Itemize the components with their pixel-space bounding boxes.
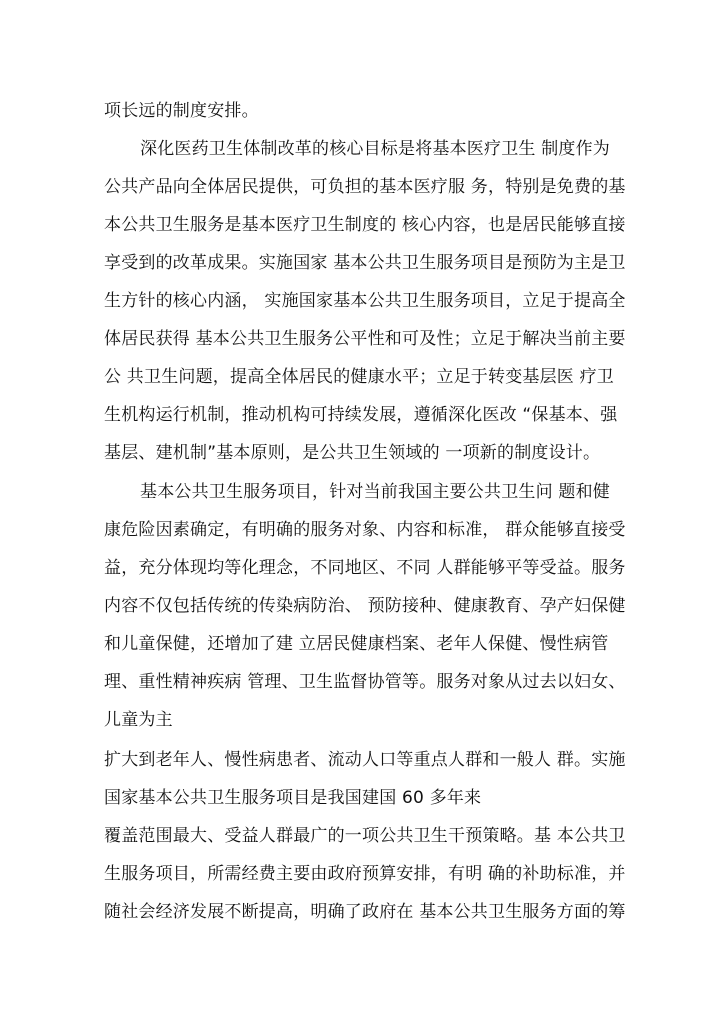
text-line: 儿童为主 (104, 710, 173, 730)
text-line: 生方针的核心内涵， 实施国家基本公共卫生服务项目，立足于提高全 (104, 291, 626, 311)
text-line: 覆盖范围最大、受益人群最广的一项公共卫生干预策略。基 本公共卫 (104, 826, 626, 846)
text-line: 体居民获得 基本公共卫生服务公平性和可及性；立足于解决当前主要 (104, 329, 626, 349)
text-line: 基层、建机制”基本原则，是公共卫生领域的 一项新的制度设计。 (104, 443, 601, 463)
text-line: 生服务项目，所需经费主要由政府预算安排，有明 确的补助标准，并 (104, 864, 626, 884)
text-line: 本公共卫生服务是基本医疗卫生制度的 核心内容，也是居民能够直接 (104, 215, 626, 235)
paragraph-first-line: 基本公共卫生服务项目，针对当前我国主要公共卫生问 题和健 (140, 482, 611, 502)
text-line: 享受到的改革成果。实施国家 基本公共卫生服务项目是预防为主是卫 (104, 253, 626, 273)
text-line: 公 共卫生问题，提高全体居民的健康水平；立足于转变基层医 疗卫 (104, 367, 615, 387)
text-line: 国家基本公共卫生服务项目是我国建国 60 多年来 (104, 788, 482, 808)
text-line: 康危险因素确定，有明确的服务对象、内容和标准， 群众能够直接受 (104, 520, 626, 540)
text-line: 随社会经济发展不断提高，明确了政府在 基本公共卫生服务方面的筹 (104, 902, 626, 922)
text-line: 益，充分体现均等化理念，不同地区、不同 人群能够平等受益。服务 (104, 558, 626, 578)
text-line: 内容不仅包括传统的传染病防治、 预防接种、健康教育、孕产妇保健 (104, 596, 626, 616)
text-line: 扩大到老年人、慢性病患者、流动人口等重点人群和一般人 群。实施 (104, 750, 626, 770)
text-line: 理、重性精神疾病 管理、卫生监督协管等。服务对象从过去以妇女、 (104, 672, 626, 692)
text-line: 项长远的制度安排。 (104, 101, 259, 121)
paragraph-first-line: 深化医药卫生体制改革的核心目标是将基本医疗卫生 制度作为 (140, 139, 611, 159)
text-line: 和儿童保健，还增加了建 立居民健康档案、老年人保健、慢性病管 (104, 634, 609, 654)
text-line: 公共产品向全体居民提供，可负担的基本医疗服 务，特别是免费的基 (104, 177, 626, 197)
text-line: 生机构运行机制，推动机构可持续发展，遵循深化医改 “保基本、强 (104, 405, 618, 425)
